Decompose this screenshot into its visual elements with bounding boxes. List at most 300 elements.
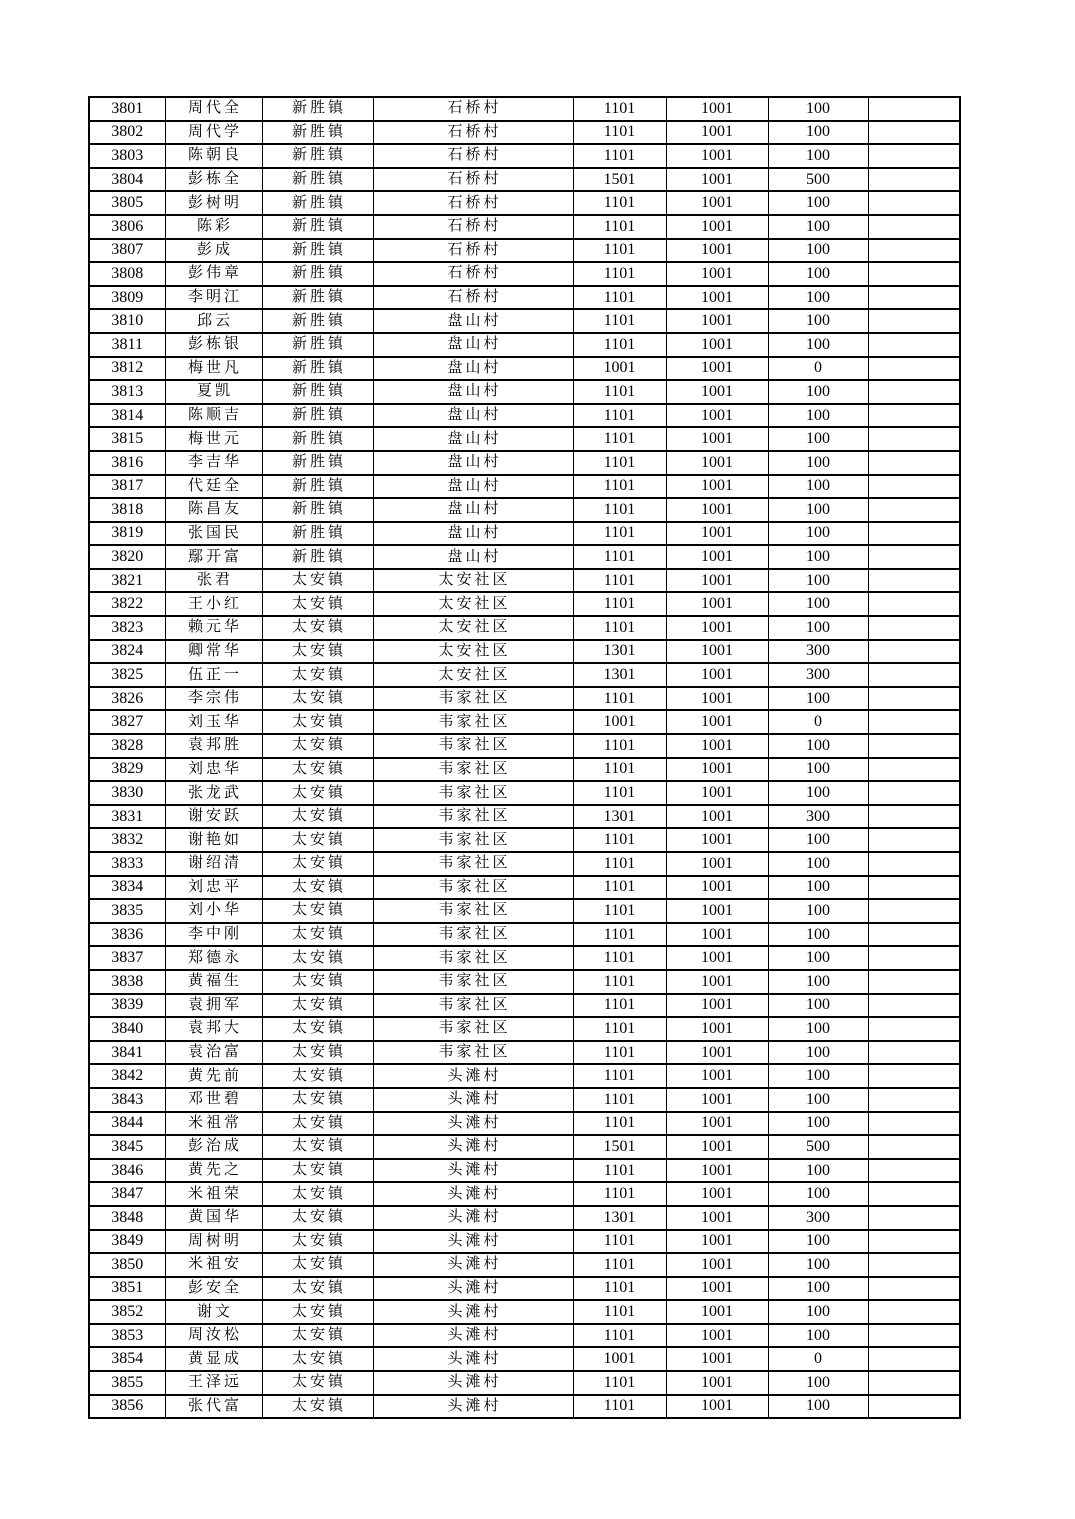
cell-town: 太安镇	[262, 1135, 373, 1159]
cell-name: 袁邦大	[165, 1017, 262, 1041]
cell-town: 太安镇	[262, 1206, 373, 1230]
cell-amount1: 1101	[573, 380, 666, 404]
table-row	[89, 1277, 960, 1301]
cell-amount2: 1001	[666, 734, 768, 758]
cell-name: 黄福生	[165, 970, 262, 994]
cell-id: 3806	[89, 215, 165, 239]
cell-village: 头滩村	[373, 1395, 573, 1419]
cell-village: 盘山村	[373, 427, 573, 451]
table-row	[89, 1159, 960, 1183]
cell-amount2: 1001	[666, 640, 768, 664]
cell-town: 太安镇	[262, 923, 373, 947]
cell-amount2: 1001	[666, 309, 768, 333]
cell-id: 3810	[89, 309, 165, 333]
cell-blank	[868, 805, 960, 829]
cell-amount1: 1101	[573, 191, 666, 215]
cell-amount3: 100	[768, 191, 868, 215]
cell-village: 韦家社区	[373, 946, 573, 970]
cell-amount2: 1001	[666, 852, 768, 876]
cell-name: 张龙武	[165, 781, 262, 805]
cell-amount3: 100	[768, 333, 868, 357]
cell-amount1: 1101	[573, 781, 666, 805]
cell-village: 盘山村	[373, 545, 573, 569]
table-row	[89, 144, 960, 168]
table-row	[89, 923, 960, 947]
cell-amount1: 1101	[573, 569, 666, 593]
cell-amount2: 1001	[666, 899, 768, 923]
cell-town: 太安镇	[262, 876, 373, 900]
cell-blank	[868, 970, 960, 994]
table-row	[89, 1230, 960, 1254]
cell-town: 新胜镇	[262, 545, 373, 569]
cell-id: 3853	[89, 1324, 165, 1348]
cell-id: 3813	[89, 380, 165, 404]
cell-village: 石桥村	[373, 168, 573, 192]
cell-name: 陈昌友	[165, 498, 262, 522]
cell-name: 周代学	[165, 121, 262, 145]
cell-amount3: 100	[768, 1182, 868, 1206]
table-row	[89, 239, 960, 263]
table-row	[89, 1112, 960, 1136]
cell-amount1: 1101	[573, 1253, 666, 1277]
cell-town: 太安镇	[262, 1041, 373, 1065]
cell-amount3: 300	[768, 1206, 868, 1230]
cell-id: 3835	[89, 899, 165, 923]
cell-name: 周代全	[165, 97, 262, 121]
cell-name: 赖元华	[165, 616, 262, 640]
table-row	[89, 1324, 960, 1348]
cell-name: 张代富	[165, 1395, 262, 1419]
table-row	[89, 404, 960, 428]
table-row	[89, 1253, 960, 1277]
cell-blank	[868, 1324, 960, 1348]
cell-amount2: 1001	[666, 1135, 768, 1159]
cell-name: 谢安跃	[165, 805, 262, 829]
cell-amount1: 1101	[573, 1041, 666, 1065]
cell-amount3: 100	[768, 946, 868, 970]
cell-village: 韦家社区	[373, 1041, 573, 1065]
cell-name: 周汝松	[165, 1324, 262, 1348]
cell-id: 3845	[89, 1135, 165, 1159]
cell-blank	[868, 994, 960, 1018]
cell-amount3: 100	[768, 215, 868, 239]
cell-town: 新胜镇	[262, 498, 373, 522]
cell-name: 米祖安	[165, 1253, 262, 1277]
cell-amount2: 1001	[666, 663, 768, 687]
cell-amount3: 300	[768, 805, 868, 829]
table-row	[89, 262, 960, 286]
cell-town: 太安镇	[262, 687, 373, 711]
cell-town: 新胜镇	[262, 121, 373, 145]
cell-amount2: 1001	[666, 1064, 768, 1088]
table-row	[89, 357, 960, 381]
cell-id: 3838	[89, 970, 165, 994]
cell-id: 3830	[89, 781, 165, 805]
cell-amount3: 100	[768, 923, 868, 947]
cell-name: 邱云	[165, 309, 262, 333]
cell-amount1: 1101	[573, 899, 666, 923]
table-row	[89, 640, 960, 664]
cell-id: 3852	[89, 1300, 165, 1324]
cell-blank	[868, 1182, 960, 1206]
cell-amount1: 1001	[573, 357, 666, 381]
cell-amount2: 1001	[666, 144, 768, 168]
cell-blank	[868, 616, 960, 640]
cell-amount3: 100	[768, 734, 868, 758]
cell-village: 韦家社区	[373, 923, 573, 947]
cell-amount3: 100	[768, 427, 868, 451]
cell-amount2: 1001	[666, 710, 768, 734]
cell-amount2: 1001	[666, 380, 768, 404]
cell-name: 夏凯	[165, 380, 262, 404]
cell-amount2: 1001	[666, 923, 768, 947]
cell-amount1: 1101	[573, 451, 666, 475]
cell-amount3: 100	[768, 309, 868, 333]
cell-id: 3809	[89, 286, 165, 310]
cell-name: 彭治成	[165, 1135, 262, 1159]
cell-blank	[868, 781, 960, 805]
cell-amount1: 1101	[573, 734, 666, 758]
cell-amount3: 100	[768, 758, 868, 782]
cell-village: 头滩村	[373, 1182, 573, 1206]
cell-amount2: 1001	[666, 286, 768, 310]
cell-town: 新胜镇	[262, 475, 373, 499]
table-row	[89, 1206, 960, 1230]
cell-amount1: 1101	[573, 1395, 666, 1419]
cell-name: 黄显成	[165, 1347, 262, 1371]
cell-amount2: 1001	[666, 1230, 768, 1254]
cell-amount1: 1301	[573, 1206, 666, 1230]
cell-amount1: 1101	[573, 215, 666, 239]
cell-name: 陈彩	[165, 215, 262, 239]
cell-amount1: 1101	[573, 1300, 666, 1324]
cell-name: 代廷全	[165, 475, 262, 499]
cell-town: 太安镇	[262, 1277, 373, 1301]
cell-amount2: 1001	[666, 828, 768, 852]
cell-blank	[868, 1088, 960, 1112]
cell-amount2: 1001	[666, 687, 768, 711]
cell-amount3: 0	[768, 1347, 868, 1371]
cell-amount3: 100	[768, 1159, 868, 1183]
cell-amount3: 100	[768, 687, 868, 711]
table-row	[89, 545, 960, 569]
cell-blank	[868, 215, 960, 239]
cell-village: 石桥村	[373, 262, 573, 286]
cell-amount1: 1301	[573, 640, 666, 664]
cell-amount3: 100	[768, 1253, 868, 1277]
cell-id: 3821	[89, 569, 165, 593]
cell-amount3: 100	[768, 1371, 868, 1395]
cell-name: 卿常华	[165, 640, 262, 664]
cell-village: 盘山村	[373, 522, 573, 546]
cell-blank	[868, 309, 960, 333]
cell-blank	[868, 427, 960, 451]
cell-name: 刘小华	[165, 899, 262, 923]
cell-amount3: 100	[768, 144, 868, 168]
cell-amount3: 100	[768, 262, 868, 286]
cell-town: 太安镇	[262, 1253, 373, 1277]
cell-blank	[868, 640, 960, 664]
cell-amount3: 100	[768, 994, 868, 1018]
cell-amount1: 1101	[573, 1017, 666, 1041]
table-row	[89, 781, 960, 805]
cell-town: 太安镇	[262, 1395, 373, 1419]
cell-village: 韦家社区	[373, 852, 573, 876]
cell-name: 张君	[165, 569, 262, 593]
cell-id: 3807	[89, 239, 165, 263]
cell-amount3: 100	[768, 475, 868, 499]
cell-blank	[868, 852, 960, 876]
cell-amount2: 1001	[666, 1206, 768, 1230]
table-row	[89, 994, 960, 1018]
table-row	[89, 498, 960, 522]
cell-blank	[868, 97, 960, 121]
cell-id: 3826	[89, 687, 165, 711]
cell-village: 韦家社区	[373, 710, 573, 734]
cell-blank	[868, 1347, 960, 1371]
cell-amount2: 1001	[666, 239, 768, 263]
cell-name: 黄国华	[165, 1206, 262, 1230]
cell-amount3: 100	[768, 239, 868, 263]
cell-amount2: 1001	[666, 1300, 768, 1324]
table-row	[89, 616, 960, 640]
cell-village: 韦家社区	[373, 805, 573, 829]
cell-village: 太安社区	[373, 592, 573, 616]
cell-name: 彭栋银	[165, 333, 262, 357]
cell-town: 新胜镇	[262, 451, 373, 475]
table-row	[89, 687, 960, 711]
cell-id: 3836	[89, 923, 165, 947]
cell-amount1: 1501	[573, 168, 666, 192]
cell-village: 头滩村	[373, 1159, 573, 1183]
cell-blank	[868, 946, 960, 970]
cell-name: 米祖荣	[165, 1182, 262, 1206]
cell-amount2: 1001	[666, 1347, 768, 1371]
cell-amount1: 1101	[573, 1064, 666, 1088]
cell-amount3: 100	[768, 286, 868, 310]
cell-name: 李宗伟	[165, 687, 262, 711]
cell-village: 韦家社区	[373, 994, 573, 1018]
cell-blank	[868, 923, 960, 947]
cell-amount1: 1101	[573, 404, 666, 428]
cell-amount2: 1001	[666, 1017, 768, 1041]
cell-amount3: 100	[768, 1064, 868, 1088]
cell-village: 头滩村	[373, 1277, 573, 1301]
cell-town: 太安镇	[262, 616, 373, 640]
cell-blank	[868, 144, 960, 168]
cell-amount3: 100	[768, 404, 868, 428]
cell-amount2: 1001	[666, 616, 768, 640]
cell-village: 石桥村	[373, 239, 573, 263]
cell-amount3: 100	[768, 569, 868, 593]
cell-amount1: 1101	[573, 852, 666, 876]
cell-amount1: 1101	[573, 1277, 666, 1301]
cell-id: 3801	[89, 97, 165, 121]
cell-village: 头滩村	[373, 1112, 573, 1136]
cell-blank	[868, 1017, 960, 1041]
cell-village: 太安社区	[373, 616, 573, 640]
cell-blank	[868, 191, 960, 215]
cell-name: 谢艳如	[165, 828, 262, 852]
cell-amount2: 1001	[666, 781, 768, 805]
cell-id: 3832	[89, 828, 165, 852]
cell-amount3: 100	[768, 852, 868, 876]
cell-village: 盘山村	[373, 451, 573, 475]
table-row	[89, 286, 960, 310]
cell-town: 新胜镇	[262, 168, 373, 192]
cell-blank	[868, 758, 960, 782]
cell-id: 3804	[89, 168, 165, 192]
cell-amount2: 1001	[666, 569, 768, 593]
cell-amount3: 100	[768, 1300, 868, 1324]
cell-name: 陈顺吉	[165, 404, 262, 428]
table-row	[89, 309, 960, 333]
cell-name: 张国民	[165, 522, 262, 546]
cell-id: 3849	[89, 1230, 165, 1254]
cell-amount2: 1001	[666, 1324, 768, 1348]
roster-table	[88, 96, 961, 1419]
cell-town: 太安镇	[262, 994, 373, 1018]
cell-village: 头滩村	[373, 1300, 573, 1324]
cell-name: 黄先之	[165, 1159, 262, 1183]
cell-amount1: 1101	[573, 427, 666, 451]
cell-name: 袁治富	[165, 1041, 262, 1065]
cell-id: 3817	[89, 475, 165, 499]
cell-blank	[868, 404, 960, 428]
cell-amount2: 1001	[666, 1112, 768, 1136]
cell-amount3: 500	[768, 1135, 868, 1159]
cell-amount1: 1501	[573, 1135, 666, 1159]
cell-amount2: 1001	[666, 191, 768, 215]
cell-amount3: 100	[768, 899, 868, 923]
cell-village: 头滩村	[373, 1347, 573, 1371]
cell-amount3: 500	[768, 168, 868, 192]
cell-amount1: 1101	[573, 1159, 666, 1183]
cell-blank	[868, 1395, 960, 1419]
cell-id: 3834	[89, 876, 165, 900]
cell-town: 太安镇	[262, 970, 373, 994]
cell-amount1: 1101	[573, 333, 666, 357]
cell-blank	[868, 569, 960, 593]
cell-id: 3839	[89, 994, 165, 1018]
cell-amount1: 1101	[573, 239, 666, 263]
cell-blank	[868, 1230, 960, 1254]
cell-blank	[868, 333, 960, 357]
cell-name: 郑德永	[165, 946, 262, 970]
cell-village: 韦家社区	[373, 876, 573, 900]
cell-id: 3822	[89, 592, 165, 616]
cell-amount2: 1001	[666, 805, 768, 829]
cell-blank	[868, 475, 960, 499]
cell-amount1: 1101	[573, 828, 666, 852]
cell-amount2: 1001	[666, 498, 768, 522]
cell-village: 盘山村	[373, 380, 573, 404]
cell-town: 太安镇	[262, 1159, 373, 1183]
cell-amount3: 100	[768, 1324, 868, 1348]
cell-blank	[868, 286, 960, 310]
cell-town: 太安镇	[262, 592, 373, 616]
cell-town: 新胜镇	[262, 97, 373, 121]
cell-town: 新胜镇	[262, 427, 373, 451]
table-row	[89, 522, 960, 546]
cell-village: 石桥村	[373, 215, 573, 239]
cell-amount1: 1101	[573, 475, 666, 499]
cell-village: 头滩村	[373, 1230, 573, 1254]
cell-village: 头滩村	[373, 1371, 573, 1395]
cell-amount2: 1001	[666, 475, 768, 499]
cell-village: 盘山村	[373, 357, 573, 381]
cell-town: 新胜镇	[262, 144, 373, 168]
cell-blank	[868, 262, 960, 286]
table-row	[89, 663, 960, 687]
table-row	[89, 946, 960, 970]
cell-town: 太安镇	[262, 1017, 373, 1041]
cell-name: 袁邦胜	[165, 734, 262, 758]
cell-id: 3846	[89, 1159, 165, 1183]
cell-amount2: 1001	[666, 946, 768, 970]
cell-amount2: 1001	[666, 592, 768, 616]
cell-blank	[868, 663, 960, 687]
cell-name: 刘忠华	[165, 758, 262, 782]
cell-blank	[868, 498, 960, 522]
cell-blank	[868, 1135, 960, 1159]
cell-amount2: 1001	[666, 1041, 768, 1065]
table-row	[89, 1064, 960, 1088]
cell-amount3: 100	[768, 1395, 868, 1419]
cell-blank	[868, 1064, 960, 1088]
cell-name: 王泽远	[165, 1371, 262, 1395]
cell-name: 梅世凡	[165, 357, 262, 381]
cell-id: 3854	[89, 1347, 165, 1371]
cell-amount1: 1101	[573, 1230, 666, 1254]
cell-blank	[868, 876, 960, 900]
cell-id: 3803	[89, 144, 165, 168]
cell-town: 新胜镇	[262, 239, 373, 263]
table-row	[89, 1017, 960, 1041]
cell-amount3: 100	[768, 498, 868, 522]
cell-amount3: 100	[768, 380, 868, 404]
cell-id: 3808	[89, 262, 165, 286]
cell-blank	[868, 357, 960, 381]
cell-amount3: 300	[768, 663, 868, 687]
cell-amount3: 100	[768, 121, 868, 145]
cell-village: 韦家社区	[373, 1017, 573, 1041]
cell-amount3: 100	[768, 592, 868, 616]
cell-amount1: 1101	[573, 97, 666, 121]
cell-amount2: 1001	[666, 97, 768, 121]
table-row	[89, 427, 960, 451]
cell-blank	[868, 451, 960, 475]
cell-amount2: 1001	[666, 758, 768, 782]
cell-amount1: 1101	[573, 970, 666, 994]
cell-id: 3824	[89, 640, 165, 664]
table-row	[89, 710, 960, 734]
cell-blank	[868, 1041, 960, 1065]
cell-town: 太安镇	[262, 1112, 373, 1136]
cell-town: 新胜镇	[262, 286, 373, 310]
cell-id: 3837	[89, 946, 165, 970]
cell-village: 盘山村	[373, 498, 573, 522]
table-row	[89, 592, 960, 616]
cell-amount1: 1101	[573, 286, 666, 310]
cell-amount2: 1001	[666, 1182, 768, 1206]
cell-amount3: 100	[768, 828, 868, 852]
table-row	[89, 97, 960, 121]
cell-name: 刘忠平	[165, 876, 262, 900]
cell-id: 3844	[89, 1112, 165, 1136]
cell-amount2: 1001	[666, 1159, 768, 1183]
cell-amount1: 1101	[573, 144, 666, 168]
